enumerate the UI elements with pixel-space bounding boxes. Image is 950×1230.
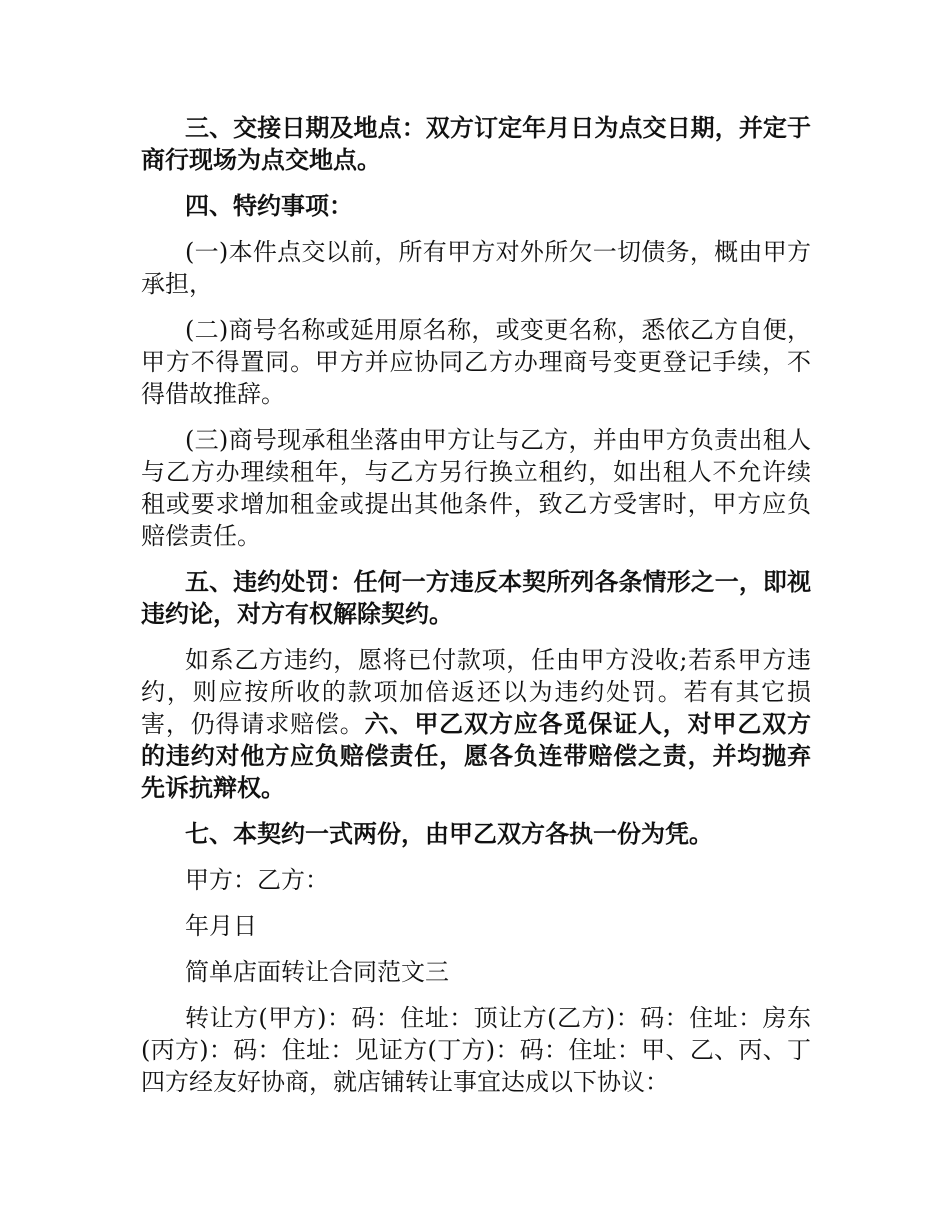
breach-penalty-paragraph bbox=[141, 644, 811, 804]
clause-3-handover: 三、交接日期及地点：双方订定年月日为点交日期，并定于商行现场为点交地点。 bbox=[141, 113, 811, 174]
clause-6-guarantor: 六、甲乙双方应各觅保证人，对甲乙双方的违约对他方应负赔偿责任，愿各负连带赔偿之责，并均抛弃先诉抗辩权。 bbox=[141, 709, 812, 802]
clause-4-item-2: (二)商号名称或延用原名称，或变更名称，悉依乙方自便，甲方不得置同。甲方并应协同乙方办理商号变更登记手续，不得借故推辞。 bbox=[141, 316, 811, 408]
clause-4-item-1: (一)本件点交以前，所有甲方对外所欠一切债务，概由甲方承担， bbox=[141, 238, 811, 298]
clause-4-heading: 四、特约事项： bbox=[185, 191, 353, 220]
clause-4-item-3: (三)商号现承租坐落由甲方让与乙方，并由甲方负责出租人与乙方办理续租年，与乙方另行换立租约，如出租人不允许续租或要求增加租金或提出其他条件，致乙方受害时，甲方应负赔偿责任。 bbox=[141, 426, 811, 550]
signature-parties: 甲方：乙方： bbox=[185, 866, 329, 894]
clause-7-copies: 七、本契约一式两份，由甲乙双方各执一份为凭。 bbox=[185, 819, 713, 848]
signature-date: 年月日 bbox=[185, 912, 257, 940]
parties-intro: 转让方(甲方)：码：住址：顶让方(乙方)：码：住址：房东(丙方)：码：住址：见证方(丁方)：码：住址：甲、乙、丙、丁四方经友好协商，就店铺转让事宜达成以下协议： bbox=[141, 1004, 811, 1096]
clause-5-breach: 五、违约处罚：任何一方违反本契所列各条情形之一，即视违约论，对方有权解除契约。 bbox=[141, 567, 811, 628]
section-title-template-3: 简单店面转让合同范文三 bbox=[185, 958, 449, 986]
document-page bbox=[141, 112, 811, 1112]
breach-penalty-text: 如系乙方违约，愿将已付款项，任由甲方没收;若系甲方违约，则应按所收的款项加倍返还以为违约处罚。若有其它损害，仍得请求赔偿。 bbox=[141, 646, 811, 738]
